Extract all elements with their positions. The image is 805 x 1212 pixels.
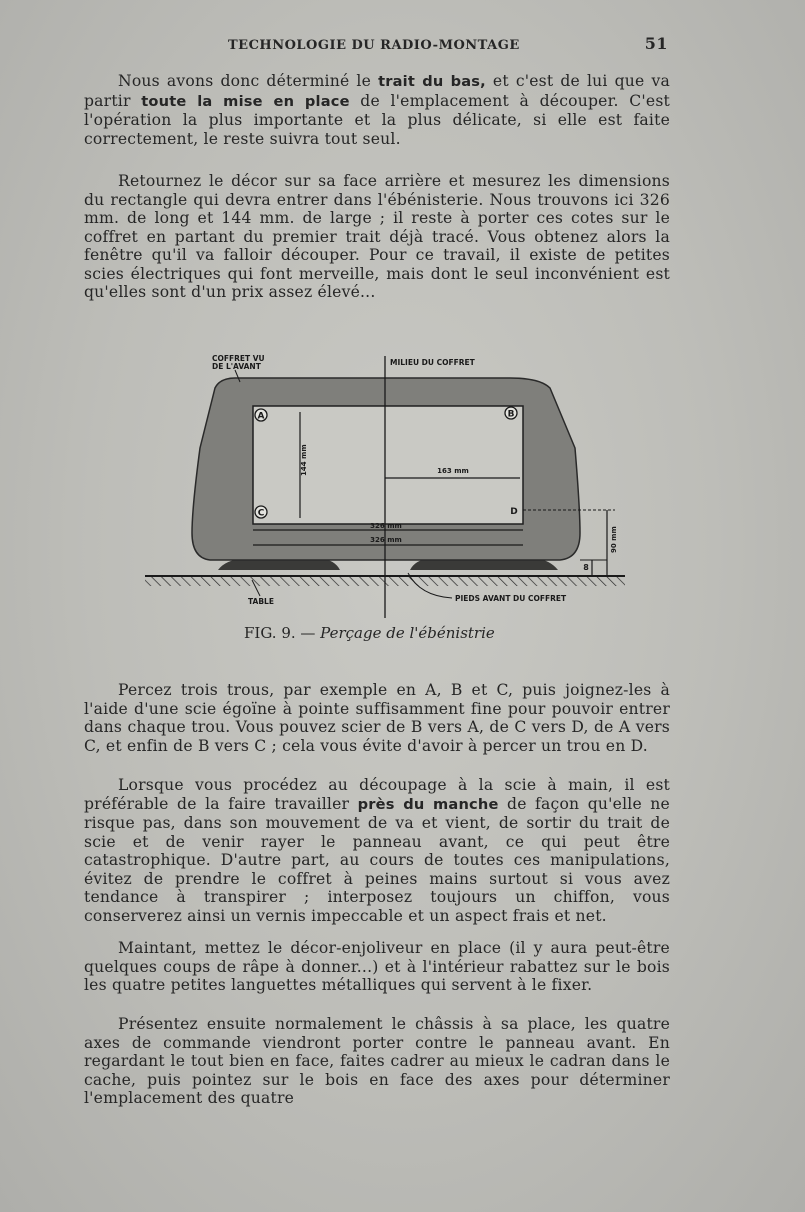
offset-marker-label: 8: [583, 563, 589, 572]
middle-label: MILIEU DU COFFRET: [390, 358, 475, 367]
paragraph-1-text-b: et c'est de lui que va partir: [84, 72, 670, 110]
paragraph-5: Maintant, mettez le décor-enjoliveur en place (il y aura peut-être quelques coups de râpe à donner...) et à l'intérieur rabattez sur le bois les quatre petites languettes métalliques qui servent à le fixer.: [84, 939, 670, 994]
length-dimension-label: 326 mm: [370, 522, 402, 530]
figure-9-diagram: [140, 348, 635, 623]
paragraph-4: [84, 776, 670, 925]
figure-title: Perçage de l'ébénistrie: [320, 624, 495, 642]
figure-caption: [244, 624, 574, 642]
running-title: TECHNOLOGIE DU RADIO-MONTAGE: [228, 38, 520, 53]
paragraph-2: Retournez le décor sur sa face arrière et mesurez les dimensions du rectangle qui devra entrer dans l'ébénisterie. Nous trouvons ici 326 mm. de long et 144 mm. de large ; il reste à porter ces cotes sur le coffret en partant du premier trait déjà tracé. Vous obtenez alors la fenêtre qu'il va falloir découper. Pour ce travail, il existe de petites scies électriques qui font merveille, mais dont le seul inconvénient est qu'elles sont d'un prix assez élevé...: [84, 172, 670, 301]
paragraph-6: Présentez ensuite normalement le châssis à sa place, les quatre axes de commande viendront porter contre le panneau avant. En regardant le tout bien en face, faites cadrer au mieux le cadran dans le cache, puis pointez sur le bois en face des axes pour déterminer l'emplacement des quatre: [84, 1015, 670, 1107]
corner-b-label: B: [507, 409, 515, 420]
page-number: 51: [644, 34, 668, 53]
half-width-dimension-label: 163 mm: [437, 467, 469, 475]
height-dimension-label: 144 mm: [300, 444, 308, 476]
corner-d-label: D: [510, 507, 518, 517]
feet-label: PIEDS AVANT DU COFFRET: [455, 594, 567, 603]
table-label: TABLE: [248, 597, 274, 606]
paragraph-1-text-a: Nous avons donc déterminé le: [118, 72, 379, 90]
front-view-label-line1: COFFRET VU: [212, 354, 265, 363]
figure-number: FIG. 9. —: [244, 624, 321, 642]
cabinet-drilling-diagram: [140, 348, 635, 623]
paragraph-4-text-b: de façon qu'elle ne risque pas, dans son mouvement de va et vient, de sortir du trait de scie et de venir rayer le panneau avant, ce qui peut être catastrophique. D'autre part, au cours de toutes ces manipulations, évitez de prendre le coffret à peines mains surtout si vous avez tendance à transpirer ; interposez toujours un chiffon, vous conserverez ainsi un vernis impeccable et un aspect frais et net.: [84, 794, 670, 925]
front-view-label-line2: DE L'AVANT: [212, 362, 261, 371]
paragraph-1-text-c: de l'emplacement à découper. C'est l'opération la plus importante et la plus délicate, si elle est faite correctement, le reste suivra tout seul.: [84, 91, 670, 148]
paragraph-3: Percez trois trous, par exemple en A, B et C, puis joignez-les à l'aide d'une scie égoïne à pointe suffisamment fine pour pouvoir entrer dans chaque trou. Vous pouvez scier de B vers A, de C vers D, de A vers C, et enfin de B vers C ; cela vous évite d'avoir à percer un trou en D.: [84, 681, 670, 755]
paragraph-1: [84, 72, 670, 148]
bold-trait-du-bas: trait du bas,: [378, 73, 486, 90]
corner-a-label: A: [257, 411, 265, 422]
bottom-dimension-label: 326 mm: [370, 536, 402, 544]
page-header: [228, 34, 668, 56]
paragraph-4-text-a: Lorsque vous procédez au découpage à la scie à main, il est préférable de la faire travailler: [84, 776, 670, 813]
cutout-window: [253, 406, 523, 524]
corner-c-label: C: [257, 508, 265, 519]
bold-mise-en-place: toute la mise en place: [141, 92, 350, 110]
bold-pres-du-manche: près du manche: [357, 795, 499, 813]
right-dimension-label: 90 mm: [610, 526, 618, 553]
